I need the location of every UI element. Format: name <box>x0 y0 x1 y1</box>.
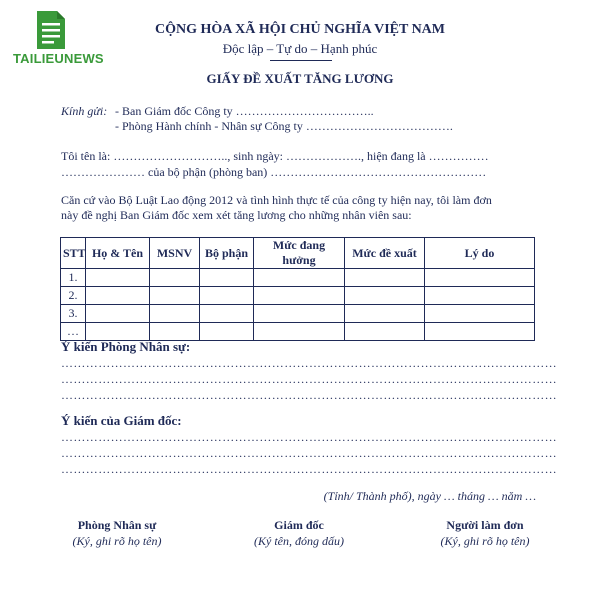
table-header: Bộ phận <box>200 238 254 269</box>
table-row <box>61 305 535 323</box>
logo-text: TAILIEUNEWS <box>13 51 104 66</box>
intro-line-2: ………………… của bộ phận (phòng ban) ……………………………………………… <box>61 165 487 179</box>
table-header: Lý do <box>425 238 535 269</box>
row-index: 3. <box>61 305 86 323</box>
table-cell <box>425 269 535 287</box>
table-header-row <box>61 238 535 269</box>
signature-note-director: (Ký tên, đóng dấu) <box>254 534 344 548</box>
hr-opinion-line: ………………………………………………………………………………………………………… <box>61 388 557 402</box>
signature-note-applicant: (Ký, ghi rõ họ tên) <box>440 534 530 548</box>
body-line-1: Căn cứ vào Bộ Luật Lao động 2012 và tình hình thực tế của công ty hiện nay, tôi làm đơn <box>61 193 492 207</box>
table-cell <box>86 269 150 287</box>
table-header: MSNV <box>150 238 200 269</box>
table-cell <box>86 287 150 305</box>
recipient-label: Kính gửi: <box>61 104 108 118</box>
table-cell <box>254 323 345 341</box>
recipient-line-1: - Ban Giám đốc Công ty …………………………….. <box>115 104 374 118</box>
salary-proposal-table <box>60 237 535 341</box>
table-cell <box>345 287 425 305</box>
table-cell <box>200 305 254 323</box>
hr-opinion-line: ………………………………………………………………………………………………………… <box>61 356 557 370</box>
table-cell <box>86 323 150 341</box>
signature-title-applicant: Người làm đơn <box>446 518 524 532</box>
nation-heading: CỘNG HÒA XÃ HỘI CHỦ NGHĨA VIỆT NAM <box>154 22 445 37</box>
table-cell <box>150 269 200 287</box>
table-cell <box>86 305 150 323</box>
table-header: STT <box>61 238 86 269</box>
signature-title-hr: Phòng Nhân sự <box>77 518 157 532</box>
row-index: 1. <box>61 269 86 287</box>
table-row <box>61 269 535 287</box>
table-cell <box>425 323 535 341</box>
table-cell <box>200 269 254 287</box>
director-opinion-line: ………………………………………………………………………………………………………… <box>61 430 557 444</box>
table-row <box>61 287 535 305</box>
document-title: GIẤY ĐỀ XUẤT TĂNG LƯƠNG <box>206 71 394 86</box>
table-cell <box>254 269 345 287</box>
hr-opinion-line: ………………………………………………………………………………………………………… <box>61 372 557 386</box>
table-header: Họ & Tên <box>86 238 150 269</box>
table-cell <box>345 269 425 287</box>
table-cell <box>200 323 254 341</box>
table-cell <box>254 287 345 305</box>
signature-note-hr: (Ký, ghi rõ họ tên) <box>72 534 162 548</box>
table-cell <box>345 323 425 341</box>
row-index: 2. <box>61 287 86 305</box>
director-opinion-line: ………………………………………………………………………………………………………… <box>61 462 557 476</box>
director-opinion-line: ………………………………………………………………………………………………………… <box>61 446 557 460</box>
signature-title-director: Giám đốc <box>274 518 324 532</box>
table-cell <box>425 287 535 305</box>
hr-opinion-label: Ý kiến Phòng Nhân sự: <box>61 339 191 354</box>
table-cell <box>150 305 200 323</box>
table-cell <box>150 287 200 305</box>
motto-underline <box>270 60 332 61</box>
intro-line-1: Tôi tên là: ……………………….., sinh ngày: ………………., hiện đang là …………… <box>61 149 489 163</box>
row-index: … <box>61 323 86 341</box>
director-opinion-label: Ý kiến của Giám đốc: <box>61 413 182 428</box>
recipient-line-2: - Phòng Hành chính - Nhân sự Công ty ………………………………. <box>115 119 453 133</box>
place-date: (Tỉnh/ Thành phố), ngày … tháng … năm … <box>323 489 536 503</box>
table-cell <box>200 287 254 305</box>
table-header: Mức đang hưởng <box>254 238 345 269</box>
table-cell <box>425 305 535 323</box>
table-cell <box>150 323 200 341</box>
table-row <box>61 323 535 341</box>
table-cell <box>254 305 345 323</box>
motto: Độc lập – Tự do – Hạnh phúc <box>222 41 378 56</box>
table-cell <box>345 305 425 323</box>
table-header: Mức đề xuất <box>345 238 425 269</box>
body-line-2: này đề nghị Ban Giám đốc xem xét tăng lương cho những nhân viên sau: <box>61 208 412 222</box>
